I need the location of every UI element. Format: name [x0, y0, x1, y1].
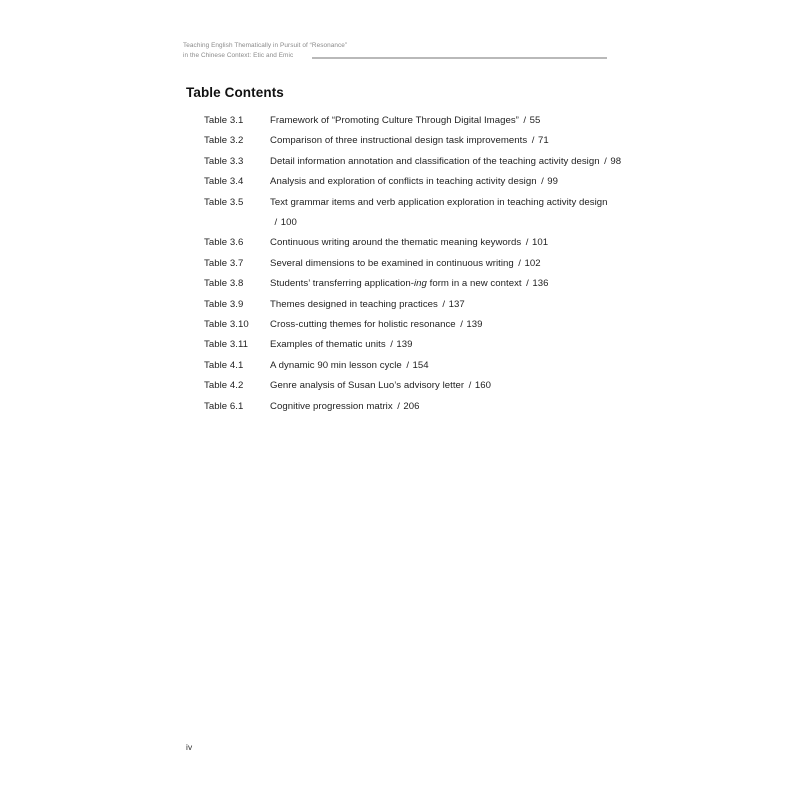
table-entry-separator: / [397, 400, 400, 412]
table-entry-tail [464, 380, 491, 391]
table-entry-body [270, 131, 624, 151]
table-entry-label: Table 3.6 [204, 237, 244, 249]
running-header [183, 41, 613, 60]
table-entry [204, 356, 624, 376]
table-entry-body [270, 295, 624, 315]
table-entry-tail [402, 360, 429, 371]
table-entry-caption: Continuous writing around the thematic meaning keywords [270, 237, 522, 249]
table-entry [204, 295, 624, 315]
page-number: iv [186, 742, 193, 752]
table-entry [204, 315, 624, 335]
table-entry-caption-cont: form in a new context [426, 278, 522, 290]
table-entry-separator: / [531, 135, 535, 147]
table-entry-page-number: 139 [396, 339, 413, 351]
table-entry-tail [527, 135, 548, 146]
table-entry-body [270, 376, 624, 396]
table-entry [204, 397, 624, 417]
table-entry-separator: / [460, 319, 463, 331]
table-entry-label: Table 3.3 [204, 155, 244, 167]
table-entry-separator: / [518, 257, 521, 269]
table-entry-page-number: 71 [537, 135, 549, 147]
table-entry-body [270, 111, 624, 131]
table-entry-label: Table 3.11 [204, 339, 249, 351]
table-entry-page-number: 101 [531, 237, 549, 249]
table-entry-separator: / [390, 339, 393, 351]
table-entry-tail [600, 156, 621, 167]
page-title: Table Contents [186, 85, 284, 100]
table-entry-label: Table 4.2 [204, 380, 244, 392]
table-entry-tail [519, 115, 540, 126]
table-entry-tail [386, 339, 413, 350]
table-entry-page-number: 154 [412, 359, 429, 371]
table-entry-tail [414, 278, 549, 289]
table-entry-page-number: 139 [466, 319, 483, 331]
running-header-line-2: in the Chinese Context: Etic and Emic [183, 51, 294, 59]
table-entry-separator: / [523, 115, 527, 126]
table-entry-body [270, 193, 624, 234]
table-entry-separator: / [274, 217, 278, 229]
table-entry-tail [456, 319, 483, 330]
running-header-rule-container [312, 57, 607, 59]
table-entry-caption: Framework of “Promoting Culture Through Digital Images” [270, 115, 519, 126]
table-entry [204, 376, 624, 396]
table-entry-body [270, 274, 624, 294]
table-entry-tail [438, 299, 465, 310]
table-entry [204, 254, 624, 274]
table-entry-caption: Analysis and exploration of conflicts in teaching activity design [270, 176, 537, 188]
table-entry-separator: / [541, 176, 544, 188]
table-entry-separator: / [525, 237, 529, 249]
table-entry-label: Table 6.1 [204, 400, 244, 412]
table-entry-page-number: 102 [524, 257, 541, 269]
table-entry-caption: Cross-cutting themes for holistic resonance [270, 319, 456, 331]
table-entry-tail [521, 237, 548, 248]
table-entry-page-number: 100 [280, 217, 297, 229]
table-entry-page-number: 206 [403, 400, 420, 412]
table-entry-page-number: 136 [532, 278, 549, 290]
table-entry-body [270, 335, 624, 355]
horizontal-rule [312, 57, 607, 59]
table-entry-page-number: 137 [448, 298, 465, 310]
table-entry-caption: Text grammar items and verb application exploration in teaching activity design [270, 196, 608, 208]
table-entry-separator: / [406, 359, 410, 371]
table-entry-body [270, 152, 624, 172]
table-entry-page-number: 160 [474, 380, 491, 392]
table-entry [204, 335, 624, 355]
table-entry-body [270, 397, 624, 417]
table-entry-caption: Examples of thematic units [270, 339, 386, 351]
table-entry-separator: / [604, 155, 607, 167]
table-entry-tail [514, 258, 541, 269]
table-entry-page-number: 98 [610, 155, 622, 167]
table-entry-body [270, 315, 624, 335]
table-entry-tail [270, 217, 297, 228]
table-entry [204, 111, 624, 131]
table-entry-body [270, 233, 624, 253]
table-entry-caption: Cognitive progression matrix [270, 400, 393, 412]
table-entry-body [270, 356, 624, 376]
table-entry [204, 233, 624, 253]
table-entry [204, 274, 624, 294]
table-entry-label: Table 3.10 [204, 319, 249, 331]
table-entry-italic-term: ing [413, 278, 427, 290]
table-entry-page-number: 99 [547, 176, 559, 188]
table-entry-tail [537, 176, 558, 187]
table-entry-caption: A dynamic 90 min lesson cycle [270, 359, 402, 371]
table-entry-body [270, 254, 624, 274]
table-entry-body [270, 172, 624, 192]
table-entry-caption: Themes designed in teaching practices [270, 298, 438, 310]
table-entry-label: Table 3.8 [204, 278, 244, 290]
table-entry-label: Table 3.4 [204, 176, 244, 188]
table-entry-caption: Genre analysis of Susan Luo’s advisory letter [270, 380, 465, 392]
table-entry-caption: Detail information annotation and classification of the teaching activity design [270, 155, 600, 167]
table-entry [204, 172, 624, 192]
table-entry-caption: Students’ transferring application- [270, 278, 414, 290]
table-entry-label: Table 3.9 [204, 298, 244, 310]
table-entry-page-number: 55 [529, 115, 541, 126]
table-entry-label: Table 3.7 [204, 257, 244, 269]
table-entry [204, 152, 624, 172]
table-entry-label: Table 3.1 [204, 115, 244, 126]
table-entry-caption: Comparison of three instructional design task improvements [270, 135, 528, 147]
table-entry-caption: Several dimensions to be examined in continuous writing [270, 257, 514, 269]
list-of-tables [204, 111, 624, 417]
table-entry-tail [393, 401, 420, 412]
table-entry-separator: / [442, 298, 446, 310]
table-entry-separator: / [526, 278, 529, 290]
table-entry-label: Table 3.5 [204, 196, 244, 208]
running-header-line-1: Teaching English Thematically in Pursuit of “Resonance” [183, 42, 348, 49]
table-entry-label: Table 3.2 [204, 135, 244, 147]
table-entry [204, 193, 624, 234]
table-entry [204, 131, 624, 151]
table-entry-label: Table 4.1 [204, 359, 244, 371]
table-entry-separator: / [468, 380, 472, 392]
